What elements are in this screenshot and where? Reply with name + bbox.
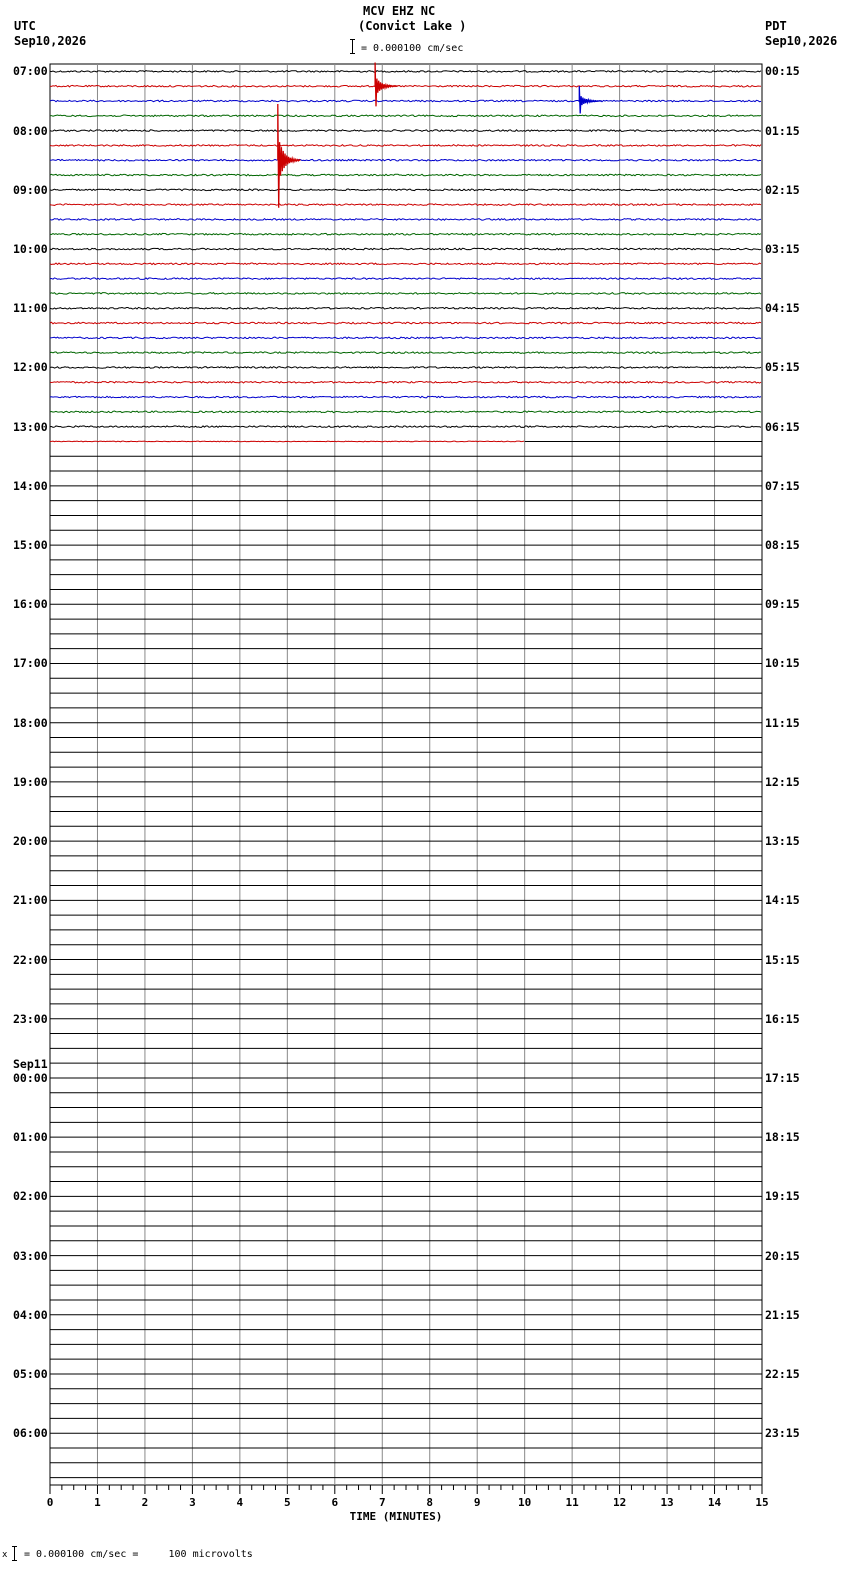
utc-hour-label: 05:00 — [13, 1366, 48, 1381]
pdt-hour-label: 13:15 — [765, 834, 800, 849]
x-tick-label: 9 — [473, 1496, 481, 1509]
utc-hour-label: 09:00 — [13, 182, 48, 197]
x-tick-label: 4 — [236, 1496, 244, 1509]
utc-hour-label: 02:00 — [13, 1189, 48, 1204]
x-tick-label: 8 — [426, 1496, 434, 1509]
x-tick-label: 10 — [518, 1496, 532, 1509]
utc-hour-label: 10:00 — [13, 242, 48, 257]
pdt-hour-label: 04:15 — [765, 301, 800, 316]
trace-row — [50, 233, 761, 235]
pdt-hour-label: 22:15 — [765, 1366, 800, 1381]
utc-hour-label: 11:00 — [13, 301, 48, 316]
utc-hour-label: 16:00 — [13, 597, 48, 612]
trace-row — [50, 293, 761, 295]
x-tick-label: 13 — [660, 1496, 674, 1509]
pdt-hour-label: 17:15 — [765, 1070, 800, 1085]
utc-hour-label: 18:00 — [13, 715, 48, 730]
x-tick-label: 3 — [189, 1496, 196, 1509]
pdt-hour-label: 08:15 — [765, 538, 800, 553]
utc-hour-label: 07:00 — [13, 64, 48, 79]
station-location: (Convict Lake ) — [358, 19, 467, 33]
x-tick-label: 5 — [284, 1496, 291, 1509]
trace-row — [50, 159, 761, 161]
x-tick-label: 7 — [378, 1496, 386, 1509]
trace-row — [50, 441, 524, 442]
x-tick-label: 0 — [46, 1496, 54, 1509]
utc-hour-label: 03:00 — [13, 1248, 48, 1263]
utc-hour-label: 04:00 — [13, 1307, 48, 1322]
trace-row — [50, 322, 761, 324]
footer-scale-text: = 0.000100 cm/sec = 100 microvolts — [24, 1549, 253, 1560]
utc-hour-label: 00:00 — [13, 1070, 48, 1085]
trace-row — [50, 263, 761, 265]
pdt-hour-label: 14:15 — [765, 893, 800, 908]
trace-row — [50, 189, 761, 191]
pdt-hour-label: 21:15 — [765, 1307, 800, 1322]
pdt-hour-label: 00:15 — [765, 64, 800, 79]
pdt-hour-label: 07:15 — [765, 478, 800, 493]
x-tick-label: 6 — [331, 1496, 339, 1509]
trace-row — [50, 248, 761, 250]
station-title: MCV EHZ NC — [363, 4, 436, 18]
x-axis-title: TIME (MINUTES) — [349, 1510, 443, 1523]
pdt-hour-label: 11:15 — [765, 715, 800, 730]
footer-scale-bar-icon — [12, 1546, 17, 1561]
date-change-label: Sep11 — [13, 1056, 48, 1071]
footer-mark: x — [2, 1550, 8, 1560]
x-tick-label: 11 — [565, 1496, 579, 1509]
trace-row — [50, 219, 761, 221]
utc-hour-label: 20:00 — [13, 834, 48, 849]
pdt-hour-label: 03:15 — [765, 242, 800, 257]
seismic-event — [579, 86, 602, 113]
seismic-event — [278, 104, 301, 208]
pdt-hour-label: 05:15 — [765, 360, 800, 375]
seismic-event — [375, 63, 398, 107]
pdt-hour-label: 19:15 — [765, 1189, 800, 1204]
utc-hour-label: 01:00 — [13, 1130, 48, 1145]
trace-row — [50, 145, 761, 147]
pdt-hour-label: 15:15 — [765, 952, 800, 967]
pdt-hour-label: 06:15 — [765, 419, 800, 434]
x-tick-label: 15 — [755, 1496, 769, 1509]
trace-row — [50, 352, 761, 354]
header-scale-text: = 0.000100 cm/sec — [361, 43, 464, 54]
utc-hour-label: 15:00 — [13, 538, 48, 553]
plot-frame — [50, 64, 762, 1485]
trace-row — [50, 204, 761, 206]
pdt-hour-label: 16:15 — [765, 1011, 800, 1026]
utc-hour-label: 06:00 — [13, 1426, 48, 1441]
pdt-hour-label: 10:15 — [765, 656, 800, 671]
trace-row — [50, 381, 761, 383]
trace-row — [50, 115, 761, 117]
trace-row — [50, 100, 761, 102]
utc-hour-label: 14:00 — [13, 478, 48, 493]
pdt-hour-label: 12:15 — [765, 774, 800, 789]
utc-hour-label: 08:00 — [13, 123, 48, 138]
trace-row — [50, 411, 761, 413]
x-tick-label: 14 — [707, 1496, 722, 1509]
trace-row — [50, 337, 761, 339]
utc-hour-label: 17:00 — [13, 656, 48, 671]
utc-hour-label: 21:00 — [13, 893, 48, 908]
pdt-timezone-label: PDT — [765, 19, 787, 33]
pdt-hour-label: 09:15 — [765, 597, 800, 612]
pdt-hour-label: 02:15 — [765, 182, 800, 197]
pdt-hour-label: 23:15 — [765, 1426, 800, 1441]
utc-date-label: Sep10,2026 — [14, 34, 87, 48]
trace-row — [50, 130, 761, 132]
pdt-hour-label: 01:15 — [765, 123, 800, 138]
x-tick-label: 1 — [94, 1496, 101, 1509]
trace-row — [50, 426, 761, 428]
x-tick-label: 2 — [141, 1496, 149, 1509]
pdt-date-label: Sep10,2026 — [765, 34, 838, 48]
x-tick-label: 12 — [612, 1496, 627, 1509]
utc-hour-label: 23:00 — [13, 1011, 48, 1026]
utc-hour-label: 22:00 — [13, 952, 48, 967]
trace-row — [50, 396, 761, 398]
utc-hour-label: 13:00 — [13, 419, 48, 434]
utc-timezone-label: UTC — [14, 19, 36, 33]
pdt-hour-label: 20:15 — [765, 1248, 800, 1263]
trace-row — [50, 71, 761, 73]
trace-row — [50, 307, 761, 309]
trace-row — [50, 174, 761, 176]
pdt-hour-label: 18:15 — [765, 1130, 800, 1145]
trace-row — [50, 85, 761, 87]
trace-row — [50, 278, 761, 280]
utc-hour-label: 12:00 — [13, 360, 48, 375]
trace-row — [50, 367, 761, 369]
utc-hour-label: 19:00 — [13, 774, 48, 789]
